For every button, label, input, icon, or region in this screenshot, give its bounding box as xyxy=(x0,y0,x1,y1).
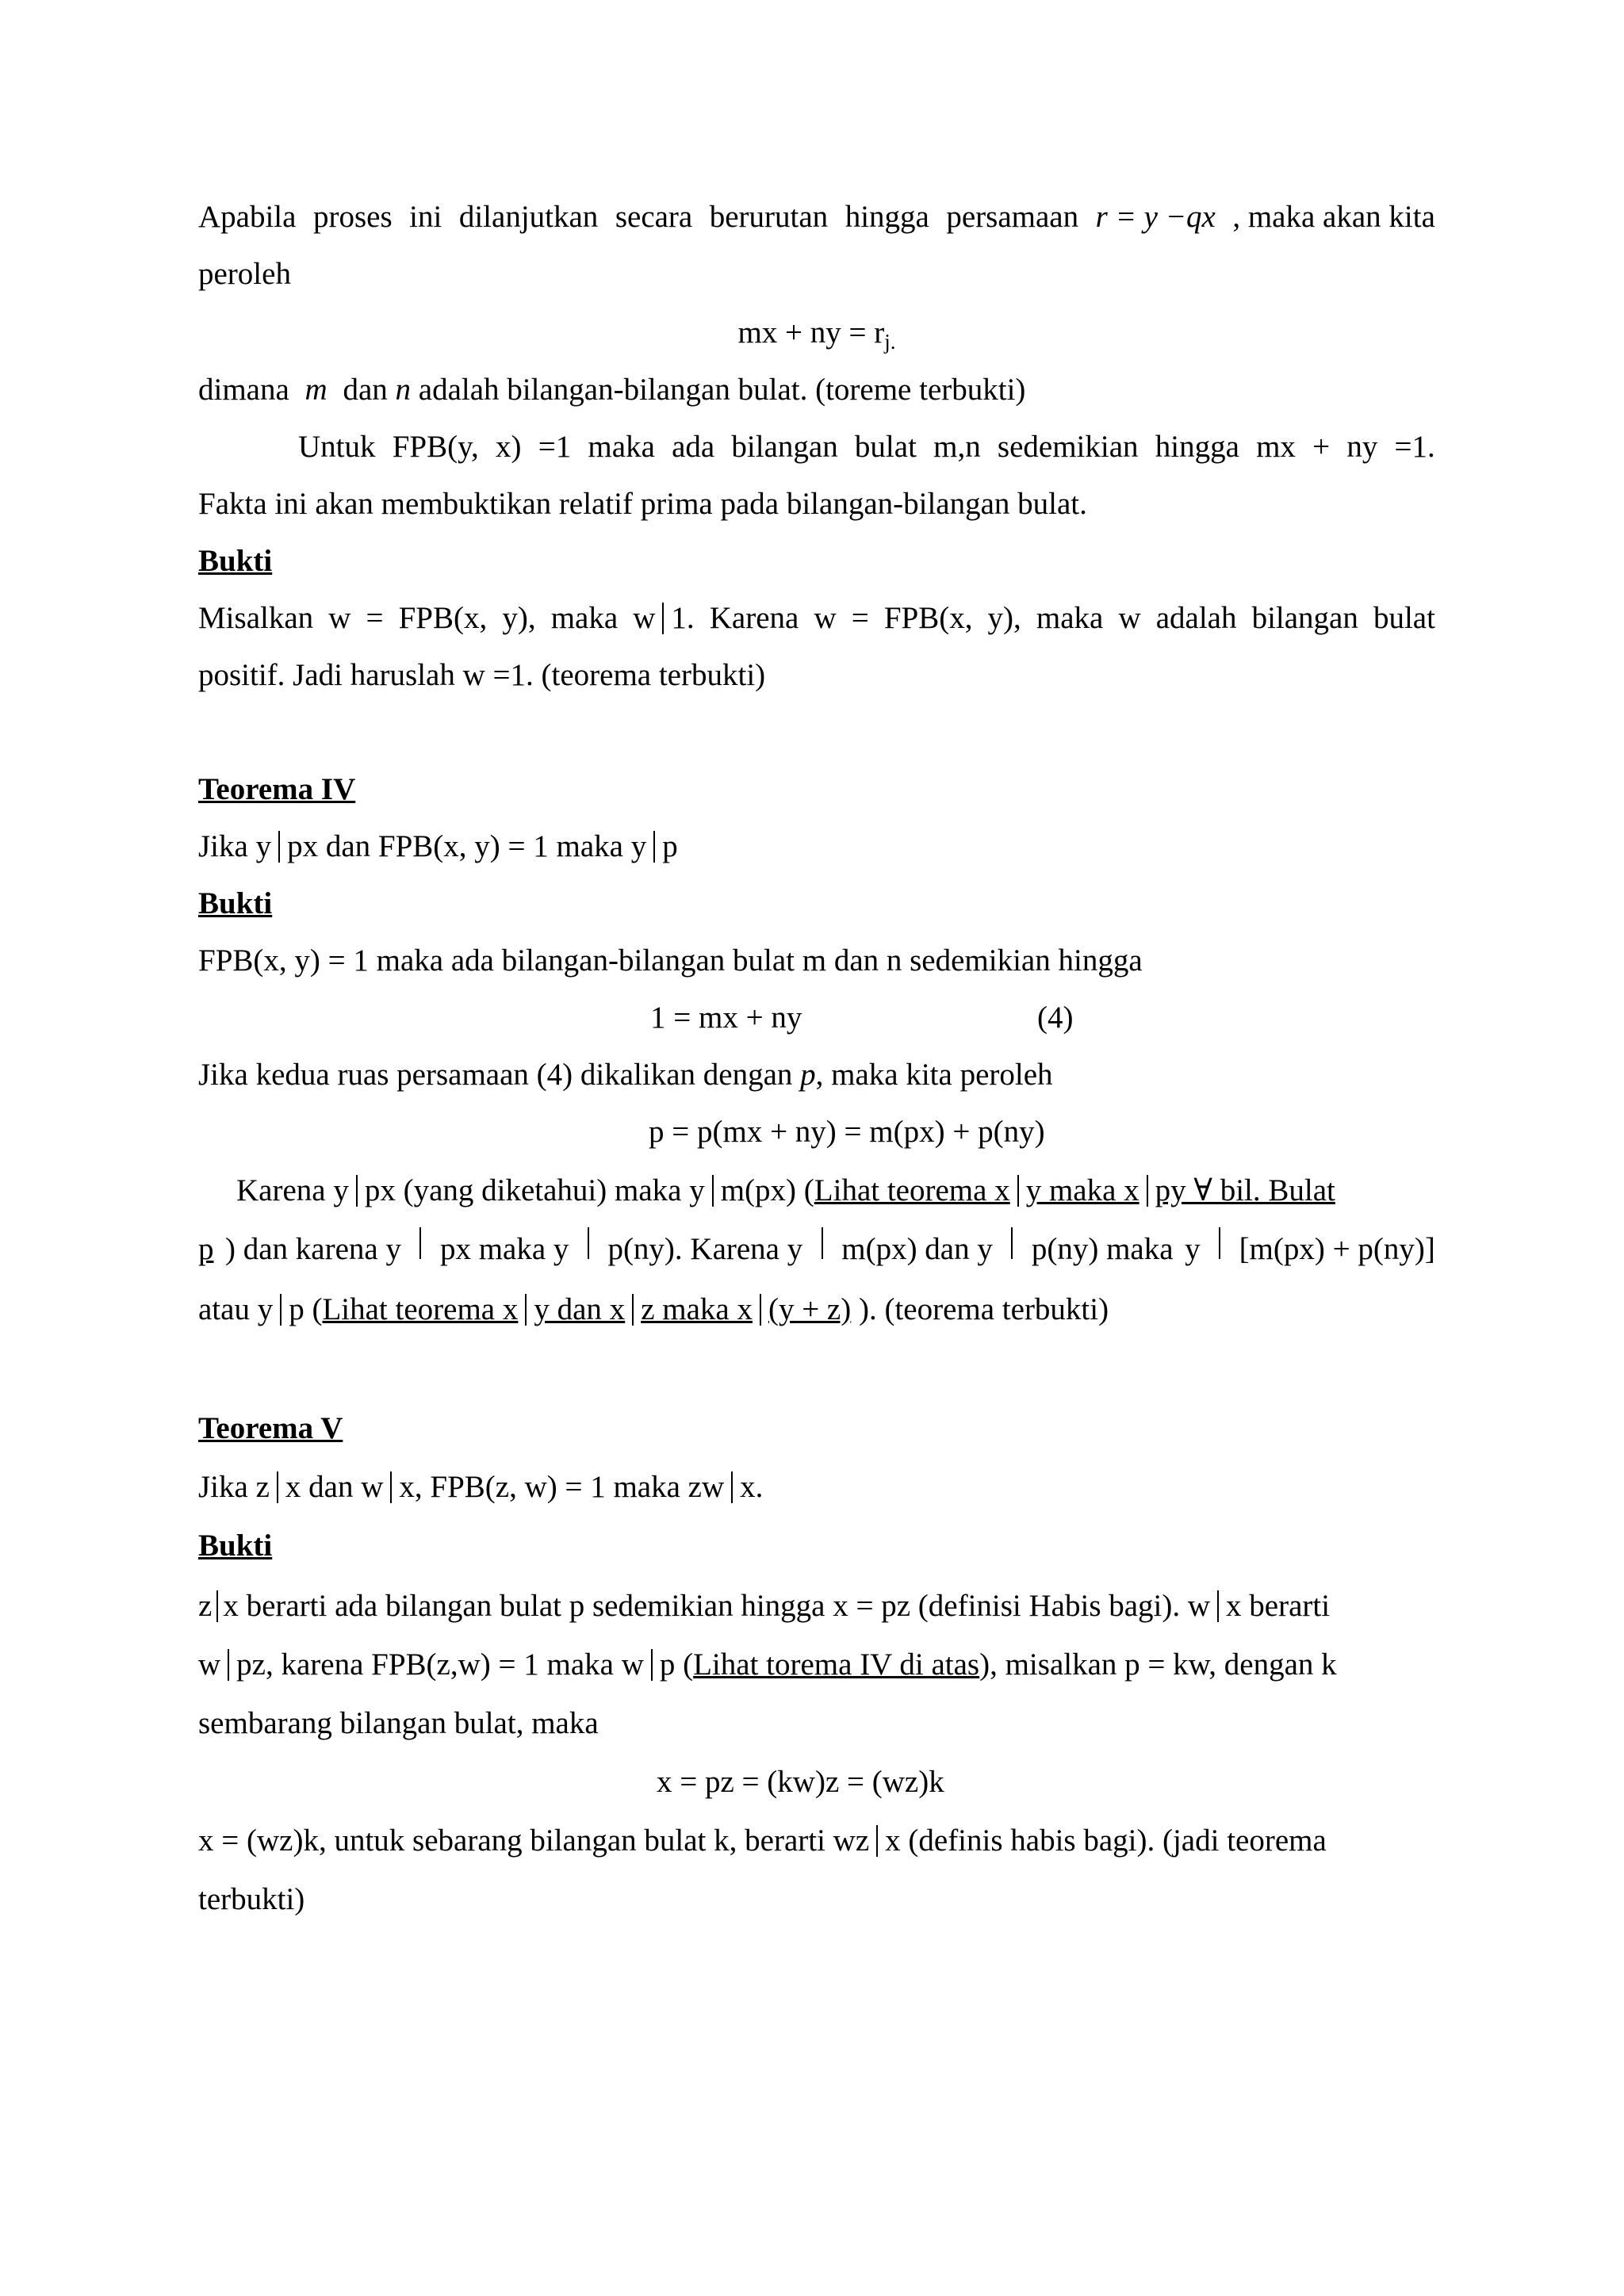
theorem-statement: Jika z x dan w x, FPB(z, w) = 1 maka zw x. xyxy=(198,1470,764,1504)
section-heading: Bukti xyxy=(198,1529,273,1563)
divides-bar xyxy=(216,1590,218,1622)
divides-bar xyxy=(390,1471,392,1503)
word: sedemikian xyxy=(997,430,1139,464)
math-variable: m xyxy=(304,373,327,407)
divides-bar xyxy=(662,603,664,634)
word: ny xyxy=(1346,430,1378,464)
equation-main: p = p(mx + ny) = m(px) + p(ny) xyxy=(649,1115,1045,1149)
word: secara xyxy=(615,200,693,234)
word: hingga xyxy=(1155,430,1239,464)
divides-bar xyxy=(822,1227,823,1259)
paragraph-line xyxy=(198,368,1435,412)
math-variable: n xyxy=(395,373,412,407)
divides-bar xyxy=(1219,1227,1220,1259)
paragraph-line: w pz, karena FPB(z,w) = 1 maka w p (Lihat torema IV di atas), misalkan p = kw, dengan k xyxy=(198,1647,1337,1682)
paragraph-line: p ) dan karena y px maka y p(ny). Karena y m(px) dan y p(ny) maka y [m(px) + p(ny)] xyxy=(198,1227,1435,1272)
word: proses xyxy=(312,200,393,234)
paragraph-line: positif. Jadi haruslah w =1. (teorema terbukti) xyxy=(198,658,766,692)
reference-link-text: Lihat torema IV di atas xyxy=(693,1647,980,1682)
word: w xyxy=(328,601,351,635)
equation-main: 1 = mx + ny xyxy=(650,1001,802,1035)
divides-bar xyxy=(228,1649,229,1681)
divides-bar xyxy=(1017,1175,1019,1207)
word: Karena xyxy=(709,601,799,635)
word: x) xyxy=(496,430,522,464)
paragraph-line: terbukti) xyxy=(198,1882,305,1916)
word: dilanjutkan xyxy=(458,200,599,234)
reference-link-text: Lihat teorema x y maka x py ∀ bil. Bulat xyxy=(814,1173,1335,1207)
word: hingga xyxy=(845,200,929,234)
equation-label: (4) xyxy=(1037,1001,1074,1035)
reference-link-text: Lihat teorema x y dan x z maka x (y + z) xyxy=(322,1292,852,1326)
word: Misalkan xyxy=(198,601,314,635)
paragraph-line: x = (wz)k, untuk sebarang bilangan bulat k, berarti wz x (definis habis bagi). (jadi teorema xyxy=(198,1823,1327,1858)
word: dan xyxy=(343,373,388,407)
word: = xyxy=(366,601,384,635)
word: maka xyxy=(1036,601,1104,635)
divides-bar xyxy=(1011,1227,1013,1259)
paragraph-line: Karena y px (yang diketahui) maka y m(px) (Lihat teorema x y maka x py ∀ bil. Bulat xyxy=(236,1173,1335,1207)
word: ini xyxy=(409,200,442,234)
divides-bar xyxy=(653,831,655,863)
divides-bar xyxy=(280,1294,282,1326)
word: adalah xyxy=(1155,601,1237,635)
paragraph-line: atau y p (Lihat teorema x y dan x z maka x (y + z) ). (teorema terbukti) xyxy=(198,1292,1109,1326)
word: =1 xyxy=(538,430,572,464)
divides-bar xyxy=(1147,1175,1148,1207)
reference-link-text: p xyxy=(198,1232,214,1266)
word: , maka akan kita xyxy=(1232,200,1435,234)
word: bilangan xyxy=(731,430,838,464)
paragraph-line: peroleh xyxy=(198,257,291,291)
paragraph-line: Jika kedua ruas persamaan (4) dikalikan dengan p, maka kita peroleh xyxy=(198,1058,1053,1092)
section-heading: Bukti xyxy=(198,886,273,920)
word: = xyxy=(851,601,869,635)
word: adalah bilangan-bilangan bulat. (toreme terbukti) xyxy=(418,373,1026,407)
word: dimana xyxy=(198,373,289,407)
word: =1. xyxy=(1394,430,1435,464)
word: maka xyxy=(550,601,619,635)
word: w xyxy=(814,601,837,635)
divides-bar xyxy=(419,1227,421,1259)
word: y), xyxy=(502,601,536,635)
divides-bar xyxy=(278,831,280,863)
paragraph-line: Fakta ini akan membuktikan relatif prima pada bilangan-bilangan bulat. xyxy=(198,487,1087,521)
word: FPB(x, xyxy=(883,601,973,635)
word: m,n xyxy=(933,430,981,464)
divides-bar xyxy=(632,1294,634,1326)
divides-bar xyxy=(525,1294,527,1326)
math-expression: r = y −qx xyxy=(1095,200,1216,234)
word: + xyxy=(1312,430,1331,464)
word: berurutan xyxy=(709,200,829,234)
word: mx xyxy=(1256,430,1296,464)
paragraph-line xyxy=(198,596,1435,641)
theorem-statement: Jika y px dan FPB(x, y) = 1 maka y p xyxy=(198,829,678,863)
word: FPB(x, xyxy=(398,601,488,635)
word: ada xyxy=(672,430,715,464)
divides-bar xyxy=(277,1471,278,1503)
word: persamaan xyxy=(946,200,1079,234)
section-heading: Bukti xyxy=(198,544,273,578)
word: y), xyxy=(987,601,1021,635)
equation-main: mx + ny = r xyxy=(737,316,885,350)
divides-bar xyxy=(1217,1590,1219,1622)
word: Apabila xyxy=(198,200,297,234)
word: bulat xyxy=(854,430,917,464)
paragraph-line: z x berarti ada bilangan bulat p sedemikian hingga x = pz (definisi Habis bagi). w x berarti xyxy=(198,1589,1331,1623)
paragraph-line: sembarang bilangan bulat, maka xyxy=(198,1706,599,1740)
word: FPB(y, xyxy=(392,430,479,464)
divides-bar xyxy=(356,1175,358,1207)
divides-bar xyxy=(876,1825,878,1857)
word: w xyxy=(1118,601,1141,635)
divides-bar xyxy=(588,1227,589,1259)
word: w 1. xyxy=(633,601,695,635)
word: bulat xyxy=(1373,601,1435,635)
divides-bar xyxy=(731,1471,733,1503)
divides-bar xyxy=(760,1294,761,1326)
word: maka xyxy=(588,430,655,464)
paragraph-line xyxy=(298,425,1435,469)
equation-subscript: j. xyxy=(884,330,896,354)
paragraph-line: FPB(x, y) = 1 maka ada bilangan-bilangan bulat m dan n sedemikian hingga xyxy=(198,943,1143,978)
equation xyxy=(198,311,1435,364)
divides-bar xyxy=(651,1649,653,1681)
section-heading: Teorema V xyxy=(198,1411,343,1445)
section-heading: Teorema IV xyxy=(198,772,356,806)
math-variable: p xyxy=(800,1058,816,1092)
word: Untuk xyxy=(298,430,376,464)
paragraph-line xyxy=(198,195,1435,239)
word: bilangan xyxy=(1251,601,1358,635)
equation-main: x = pz = (kw)z = (wz)k xyxy=(657,1765,944,1799)
divides-bar xyxy=(712,1175,714,1207)
